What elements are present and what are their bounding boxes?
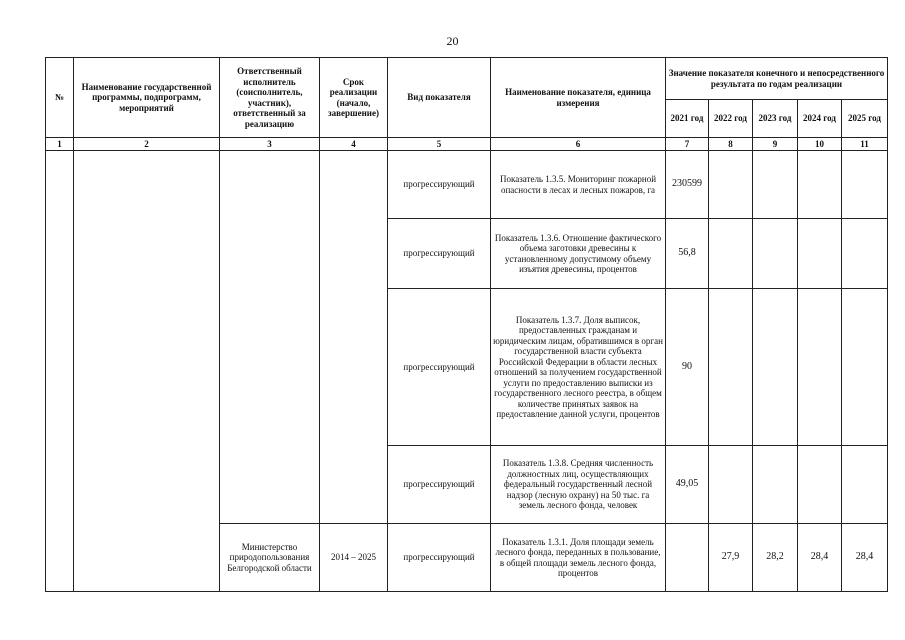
value-2023 (753, 151, 798, 219)
cell-term-empty (320, 151, 388, 524)
column-number: 6 (491, 138, 666, 151)
value-2022 (709, 446, 753, 524)
page-number: 20 (446, 34, 459, 48)
value-2025: 28,4 (842, 524, 888, 592)
value-2024: 28,4 (798, 524, 842, 592)
value-2025 (842, 219, 888, 289)
value-2021: 49,05 (666, 446, 709, 524)
header-no: № (46, 58, 74, 138)
indicators-table (45, 57, 888, 592)
cell-name-empty (74, 151, 220, 592)
value-2022: 27,9 (709, 524, 753, 592)
value-2021: 56,8 (666, 219, 709, 289)
cell-executor-empty (220, 151, 320, 524)
value-2023 (753, 446, 798, 524)
indicator-name: Показатель 1.3.8. Средняя численность должностных лиц, осуществляющих федеральный государственный лесной надзор (лесную охрану) на 50 тыс. га земель лесного фонда, человек (491, 446, 666, 524)
value-2025 (842, 151, 888, 219)
header-year: 2024 год (798, 100, 842, 138)
value-2022 (709, 219, 753, 289)
header-row-1 (46, 58, 888, 100)
table-row (46, 151, 888, 219)
value-2024 (798, 289, 842, 446)
header-year: 2022 год (709, 100, 753, 138)
column-number: 1 (46, 138, 74, 151)
value-2023 (753, 289, 798, 446)
indicator-name: Показатель 1.3.6. Отношение фактического объема заготовки древесины к установленному допустимому объему изъятия древесины, процентов (491, 219, 666, 289)
column-number: 8 (709, 138, 753, 151)
column-number: 2 (74, 138, 220, 151)
column-number: 5 (388, 138, 491, 151)
column-number: 10 (798, 138, 842, 151)
value-2021: 230599 (666, 151, 709, 219)
value-2021 (666, 524, 709, 592)
indicator-type: прогрессирующий (388, 151, 491, 219)
column-numbers-row (46, 138, 888, 151)
header-executor: Ответственный исполнитель (соисполнитель, участник), ответственный за реализацию (220, 58, 320, 138)
indicator-name: Показатель 1.3.1. Доля площади земель лесного фонда, переданных в пользование, в общей площади земель лесного фонда, процентов (491, 524, 666, 592)
value-2024 (798, 151, 842, 219)
executor: Министерство природопользования Белгородской области (220, 524, 320, 592)
header-year: 2021 год (666, 100, 709, 138)
value-2025 (842, 446, 888, 524)
value-2024 (798, 446, 842, 524)
indicator-type: прогрессирующий (388, 524, 491, 592)
indicator-type: прогрессирующий (388, 446, 491, 524)
value-2025 (842, 289, 888, 446)
column-number: 9 (753, 138, 798, 151)
indicator-name: Показатель 1.3.7. Доля выписок, предоставленных гражданам и юридическим лицам, обратившимся в орган государственной власти субъекта Российской Федерации в области лесных отношений за получением государственной услуги по предоставлению выписки из государственного лесного реестра, в общем количестве принятых заявок на предоставление данной услуги, процентов (491, 289, 666, 446)
value-2021: 90 (666, 289, 709, 446)
column-number: 7 (666, 138, 709, 151)
column-number: 11 (842, 138, 888, 151)
header-values-group: Значение показателя конечного и непосредственного результата по годам реализации (666, 58, 888, 100)
column-number: 3 (220, 138, 320, 151)
header-indicator: Наименование показателя, единица измерения (491, 58, 666, 138)
value-2024 (798, 219, 842, 289)
cell-no-empty (46, 151, 74, 592)
indicator-type: прогрессирующий (388, 219, 491, 289)
value-2023: 28,2 (753, 524, 798, 592)
header-term: Срок реализации (начало, завершение) (320, 58, 388, 138)
header-year: 2025 год (842, 100, 888, 138)
indicator-type: прогрессирующий (388, 289, 491, 446)
value-2022 (709, 289, 753, 446)
term: 2014 – 2025 (320, 524, 388, 592)
indicator-name: Показатель 1.3.5. Мониторинг пожарной опасности в лесах и лесных пожаров, га (491, 151, 666, 219)
column-number: 4 (320, 138, 388, 151)
value-2023 (753, 219, 798, 289)
header-name: Наименование государственной программы, подпрограмм, мероприятий (74, 58, 220, 138)
value-2022 (709, 151, 753, 219)
header-type: Вид показателя (388, 58, 491, 138)
header-year: 2023 год (753, 100, 798, 138)
